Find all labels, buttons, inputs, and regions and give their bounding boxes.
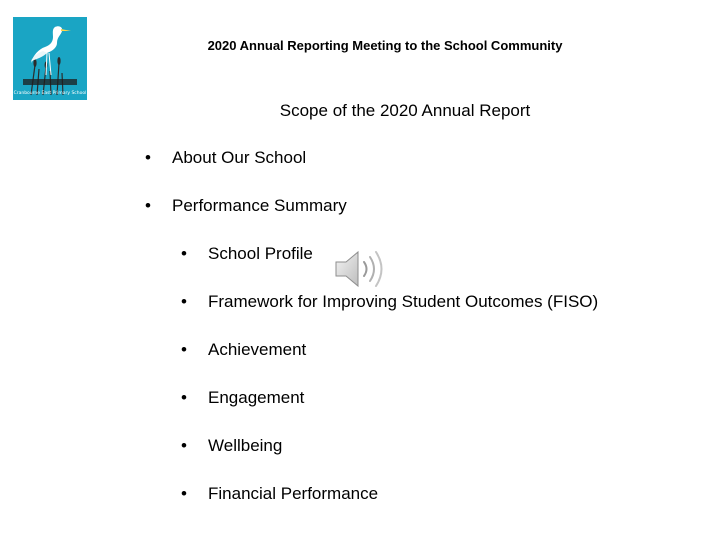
logo-caption: Cranbourne East Primary School — [13, 91, 87, 96]
speaker-icon — [332, 244, 390, 294]
bullet-text: Wellbeing — [208, 436, 283, 455]
header-title: 2020 Annual Reporting Meeting to the School Community — [207, 38, 563, 53]
bullet-marker: • — [181, 484, 187, 503]
bullet-text: Achievement — [208, 340, 307, 359]
audio-speaker-button[interactable] — [332, 244, 390, 294]
bullet-text: Engagement — [208, 388, 305, 407]
bullet-text: Performance Summary — [172, 196, 347, 215]
egret-logo-icon — [13, 17, 87, 100]
bullet-text: School Profile — [208, 244, 313, 263]
slide-title: Scope of the 2020 Annual Report — [279, 101, 531, 120]
bullet-marker: • — [181, 436, 187, 455]
bullet-marker: • — [181, 244, 187, 263]
bullet-marker: • — [145, 196, 151, 215]
bullet-marker: • — [145, 148, 151, 167]
bullet-text: Financial Performance — [208, 484, 379, 503]
bullet-text: Framework for Improving Student Outcomes (FISO) — [208, 292, 599, 311]
bullet-marker: • — [181, 340, 187, 359]
bullet-marker: • — [181, 292, 187, 311]
school-logo — [13, 17, 87, 100]
bullet-marker: • — [181, 388, 187, 407]
bullet-text: About Our School — [172, 148, 307, 167]
